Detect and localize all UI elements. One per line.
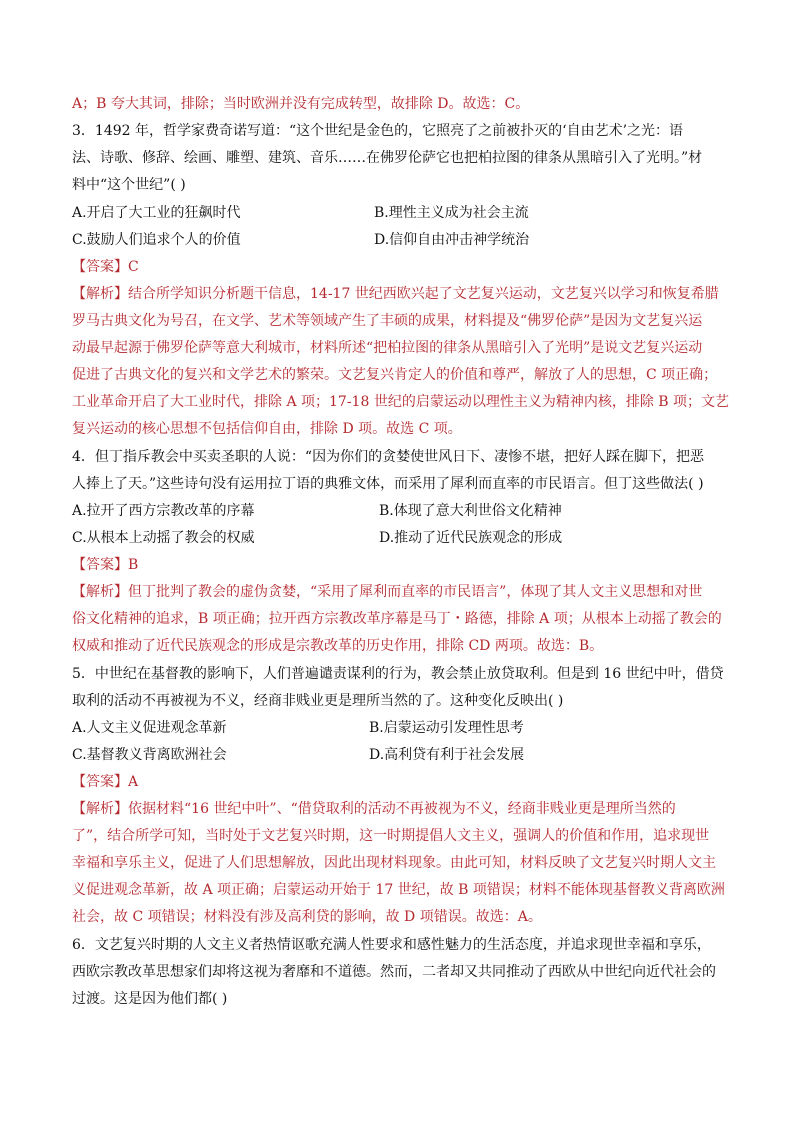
- q4-option-d: D.推动了近代民族观念的形成: [379, 530, 563, 546]
- q3-stem-line-3: 料中“这个世纪”( ): [72, 177, 186, 193]
- q3-option-c: C.鼓励人们追求个人的价值: [72, 232, 241, 248]
- q5-stem-line-2: 取利的活动不再被视为不义，经商非贱业更是理所当然的了。这种变化反映出( ): [72, 693, 564, 709]
- q3-analysis-line-2: 罗马古典文化为号召，在文学、艺术等领域产生了丰硕的成果，材料提及“佛罗伦萨”是因为文艺复兴运: [72, 313, 703, 329]
- q4-analysis-line-3: 权威和推动了近代民族观念的形成是宗教改革的历史作用，排除 CD 两项。故选：B。: [72, 638, 604, 654]
- q4-option-c: C.从根本上动摇了教会的权威: [72, 530, 255, 546]
- q3-answer: [72, 254, 139, 281]
- q4-answer-value: B: [128, 557, 139, 573]
- q3-analysis-line-5: 工业革命开启了大工业时代，排除 A 项；17-18 世纪的启蒙运动以理性主义为精神内核，排除 B 项；文艺: [72, 394, 730, 410]
- q5-answer: [72, 769, 138, 796]
- q4-option-b: B.体现了意大利世俗文化精神: [379, 503, 562, 519]
- q3-analysis-line-6: 复兴运动的核心思想不包括信仰自由，排除 D 项。故选 C 项。: [72, 421, 462, 437]
- q5-option-d: D.高利贷有利于社会发展: [369, 747, 525, 763]
- q6-stem-line-2: 西欧宗教改革思想家们却将这视为奢靡和不道德。然而，二者却又共同推动了西欧从中世纪向近代社会的: [72, 964, 716, 980]
- q3-option-a: A.开启了大工业的狂飙时代: [72, 205, 241, 221]
- q5-analysis-line-2: 了”，结合所学可知，当时处于文艺复兴时期，这一时期提倡人文主义，强调人的价值和作用，追求现世: [72, 828, 710, 844]
- q3-answer-value: C: [128, 259, 139, 275]
- q3-stem-line-1: 3．1492 年，哲学家费奇诺写道：“这个世纪是金色的，它照亮了之前被扑灭的‘自由艺术’之光：语: [72, 123, 684, 139]
- q5-answer-label: 【答案】: [72, 774, 128, 790]
- q5-analysis-line-3: 幸福和享乐主义，促进了人们思想解放，因此出现材料现象。由此可知，材料反映了文艺复兴时期人文主: [72, 855, 716, 871]
- q4-stem-line-1: 4．但丁指斥教会中买卖圣职的人说：“因为你们的贪婪使世风日下、凄惨不堪，把好人踩在脚下，把恶: [72, 449, 705, 465]
- q3-analysis-line-4: 促进了古典文化的复兴和文学艺术的繁荣。文艺复兴肯定人的价值和尊严，解放了人的思想，C 项正确；: [72, 367, 718, 383]
- q4-analysis-label: 【解析】: [72, 584, 128, 600]
- q5-option-b: B.启蒙运动引发理性思考: [369, 720, 524, 736]
- q5-analysis-line-5: 社会，故 C 项错误；材料没有涉及高利贷的影响，故 D 项错误。故选：A。: [72, 909, 542, 925]
- q4-answer: [72, 552, 138, 579]
- q5-answer-value: A: [128, 774, 139, 790]
- q5-analysis-line-1: 【解析】依据材料“16 世纪中叶”、“借贷取利的活动不再被视为不义，经商非贱业更是理所当然的: [72, 801, 676, 817]
- q4-stem-line-2: 人捧上了天。”这些诗句没有运用拉丁语的典雅文体，而采用了犀利而直率的市民语言。但丁这些做法( ): [72, 476, 704, 492]
- q3-analysis-line-3: 动最早起源于佛罗伦萨等意大利城市，材料所述“把柏拉图的律条从黑暗引入了光明”是说文艺复兴运动: [72, 340, 703, 356]
- q3-analysis-line-1: 【解析】结合所学知识分析题干信息，14-17 世纪西欧兴起了文艺复兴运动，文艺复兴以学习和恢复希腊: [72, 286, 719, 302]
- q4-analysis-line-2: 俗文化精神的追求，B 项正确；拉开西方宗教改革序幕是马丁・路德，排除 A 项；从根本上动摇了教会的: [72, 611, 722, 627]
- q5-option-a: A.人文主义促进观念革新: [72, 720, 227, 736]
- q6-stem-line-1: 6．文艺复兴时期的人文主义者热情讴歌充满人性要求和感性魅力的生活态度，并追求现世幸福和享乐，: [72, 937, 711, 953]
- q5-option-c: C.基督教义背离欧洲社会: [72, 747, 227, 763]
- q3-option-d: D.信仰自由冲击神学统治: [374, 232, 530, 248]
- q5-analysis-label: 【解析】: [72, 801, 128, 817]
- q3-option-b: B.理性主义成为社会主流: [374, 205, 529, 221]
- previous-answer-tail: A；B 夸大其词，排除；当时欧洲并没有完成转型，故排除 D。故选：C。: [72, 96, 530, 112]
- q5-analysis-line-4: 义促进观念革新，故 A 项正确；启蒙运动开始于 17 世纪，故 B 项错误；材料不能体现基督教义背离欧洲: [72, 882, 725, 898]
- q3-stem-line-2: 法、诗歌、修辞、绘画、雕塑、建筑、音乐……在佛罗伦萨它也把柏拉图的律条从黑暗引入了光明。”材: [72, 150, 703, 166]
- q5-stem-line-1: 5．中世纪在基督教的影响下，人们普遍谴责谋利的行为，教会禁止放贷取利。但是到 16 世纪中叶，借贷: [72, 666, 724, 682]
- q4-option-a: A.拉开了西方宗教改革的序幕: [72, 503, 255, 519]
- q3-answer-label: 【答案】: [72, 259, 128, 275]
- q4-analysis-line-1: 【解析】但丁批判了教会的虚伪贪婪，“采用了犀利而直率的市民语言”，体现了其人文主义思想和对世: [72, 584, 703, 600]
- q4-answer-label: 【答案】: [72, 557, 128, 573]
- q3-analysis-label: 【解析】: [72, 286, 128, 302]
- q6-stem-line-3: 过渡。这是因为他们都( ): [72, 991, 228, 1007]
